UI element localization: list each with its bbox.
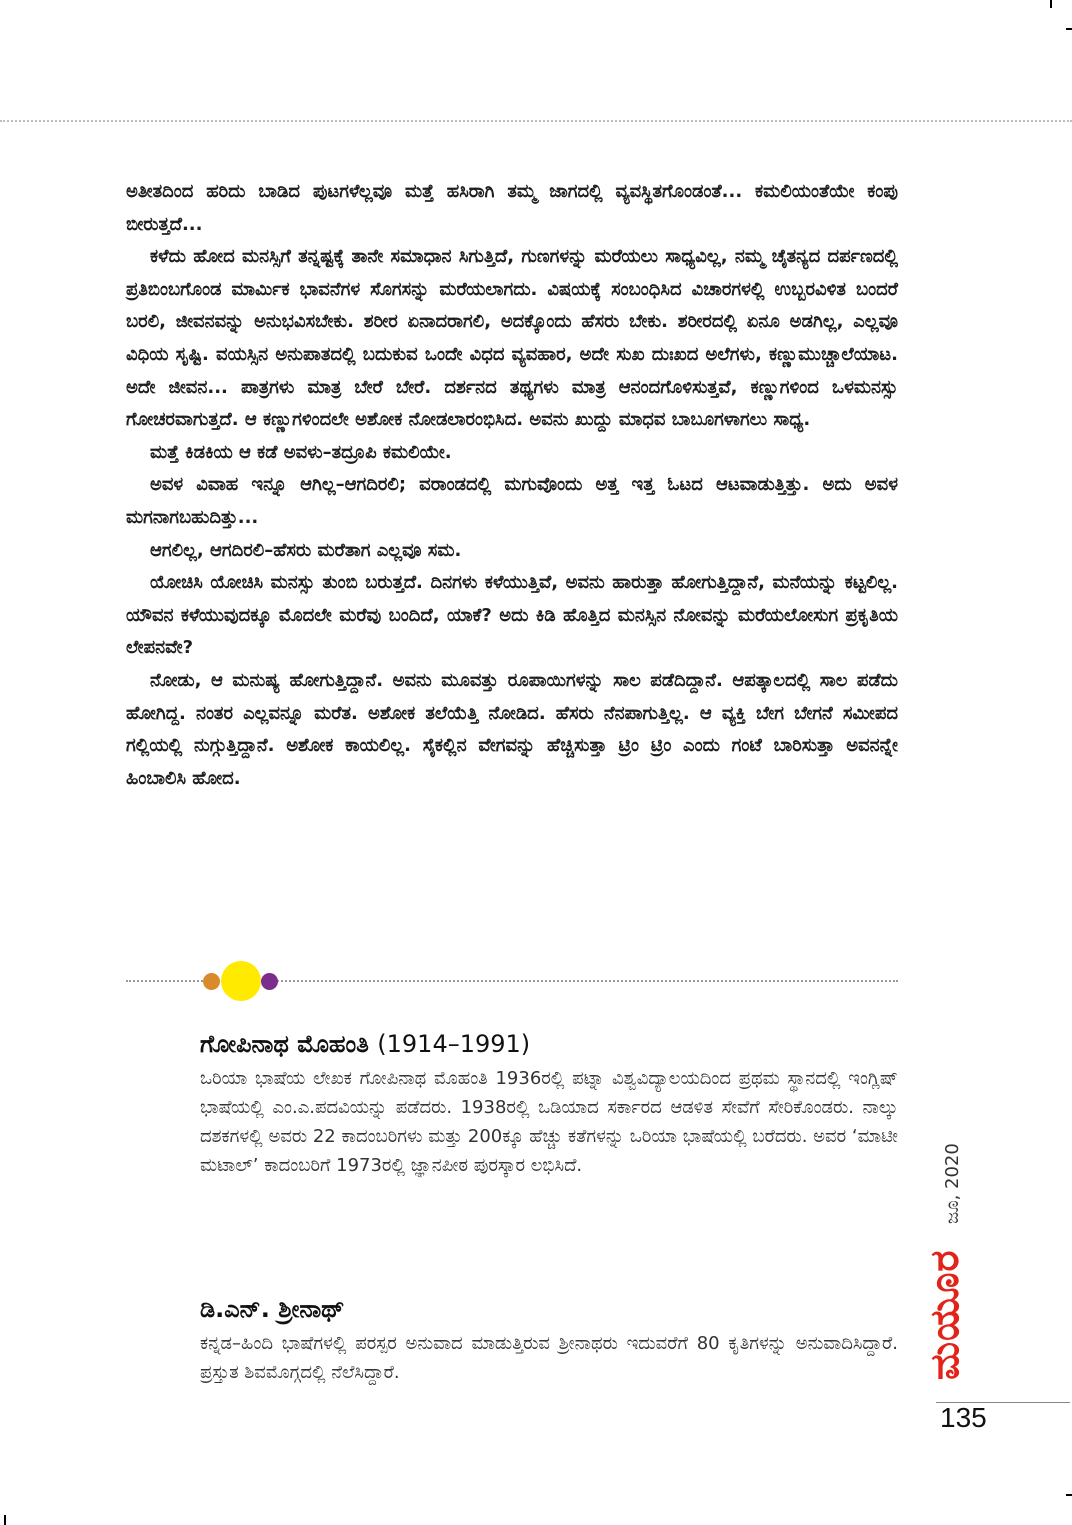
issue-date: ಜೂ, 2020: [942, 1143, 963, 1224]
paragraph: ಯೋಚಿಸಿ ಯೋಚಿಸಿ ಮನಸ್ಸು ತುಂಬಿ ಬರುತ್ತದೆ. ದಿನಗಳು ಕಳೆಯುತ್ತಿವೆ, ಅವನು ಹಾರುತ್ತಾ ಹೋಗುತ್ತಿದ್ದಾನೆ, ಮನೆಯನ್ನು ಕಟ್ಟಲಿಲ್ಲ. ಯೌವನ ಕಳೆಯುವುದಕ್ಕೂ ಮೊದಲೇ ಮರೆವು ಬಂದಿದೆ, ಯಾಕೆ? ಅದು ಕಿಡಿ ಹೊತ್ತಿದ ಮನಸ್ಸಿನ ನೋವನ್ನು ಮರೆಯಲೋಸುಗ ಪ್ರಕೃತಿಯ ಲೇಪನವೇ?: [126, 572, 898, 659]
divider-purple-dot: [261, 973, 278, 990]
divider-yellow-dot: [221, 961, 261, 1001]
author-name: [200, 1030, 898, 1058]
crop-mark-right-top: [1066, 28, 1072, 30]
author-name-text: ಗೋಪಿನಾಥ ಮೊಹಂತಿ: [200, 1030, 369, 1058]
paragraph: ಕಳೆದು ಹೋದ ಮನಸ್ಸಿಗೆ ತನ್ನಷ್ಟಕ್ಕೆ ತಾನೇ ಸಮಾಧಾನ ಸಿಗುತ್ತಿದೆ, ಗುಣಗಳನ್ನು ಮರೆಯಲು ಸಾಧ್ಯವಿಲ್ಲ, ನಮ್ಮ ಚೈತನ್ಯದ ದರ್ಪಣದಲ್ಲಿ ಪ್ರತಿಬಿಂಬಗೊಂಡ ಮಾರ್ಮಿಕ ಭಾವನೆಗಳ ಸೊಗಸನ್ನು ಮರೆಯಲಾಗದು. ವಿಷಯಕ್ಕೆ ಸಂಬಂಧಿಸಿದ ವಿಚಾರಗಳಲ್ಲಿ ಉಬ್ಬರವಿಳಿತ ಬಂದರೆ ಬರಲಿ, ಜೀವನವನ್ನು ಅನುಭವಿಸಬೇಕು. ಶರೀರ ಏನಾದರಾಗಲಿ, ಅದಕ್ಕೊಂದು ಹೆಸರು ಬೇಕು. ಶರೀರದಲ್ಲಿ ಏನೂ ಅಡಗಿಲ್ಲ, ಎಲ್ಲವೂ ವಿಧಿಯ ಸೃಷ್ಟಿ. ವಯಸ್ಸಿನ ಅನುಪಾತದಲ್ಲಿ ಬದುಕುವ ಒಂದೇ ವಿಧದ ವ್ಯವಹಾರ, ಅದೇ ಸುಖ ದುಃಖದ ಅಲೆಗಳು, ಕಣ್ಣುಮುಚ್ಚಾಲೆಯಾಟ. ಅದೇ ಜೀವನ... ಪಾತ್ರಗಳು ಮಾತ್ರ ಬೇರೆ ಬೇರೆ. ದರ್ಶನದ ತಥ್ಯಗಳು ಮಾತ್ರ ಆನಂದಗೊಳಿಸುತ್ತವೆ, ಕಣ್ಣುಗಳಿಂದ ಒಳಮನಸ್ಸು ಗೋಚರವಾಗುತ್ತದೆ. ಆ ಕಣ್ಣುಗಳಿಂದಲೇ ಅಶೋಕ ನೋಡಲಾರಂಭಿಸಿದ. ಅವನು ಖುದ್ದು ಮಾಧವ ಬಾಬೂಗಳಾಗಲು ಸಾಧ್ಯ.: [126, 246, 898, 431]
author-years: (1914–1991): [377, 1030, 531, 1058]
magazine-logo: ಮಯೂರ: [922, 1249, 968, 1380]
paragraph: ನೋಡು, ಆ ಮನುಷ್ಯ ಹೋಗುತ್ತಿದ್ದಾನೆ. ಅವನು ಮೂವತ್ತು ರೂಪಾಯಿಗಳನ್ನು ಸಾಲ ಪಡೆದಿದ್ದಾನೆ. ಆಪತ್ಕಾಲದಲ್ಲಿ ಸಾಲ ಪಡೆದು ಹೋಗಿದ್ದ. ನಂತರ ಎಲ್ಲವನ್ನೂ ಮರೆತ. ಅಶೋಕ ತಲೆಯೆತ್ತಿ ನೋಡಿದ. ಹೆಸರು ನೆನಪಾಗುತ್ತಿಲ್ಲ. ಆ ವ್ಯಕ್ತಿ ಬೇಗ ಬೇಗನೆ ಸಮೀಪದ ಗಲ್ಲಿಯಲ್ಲಿ ನುಗ್ಗುತ್ತಿದ್ದಾನೆ. ಅಶೋಕ ಕಾಯಲಿಲ್ಲ. ಸೈಕಲ್ಲಿನ ವೇಗವನ್ನು ಹೆಚ್ಚಿಸುತ್ತಾ ಟ್ರಿಂ ಟ್ರಿಂ ಎಂದು ಗಂಟೆ ಬಾರಿಸುತ್ತಾ ಅವನನ್ನೇ ಹಿಂಬಾಲಿಸಿ ಹೋದ.: [126, 669, 898, 789]
crop-mark-bottom-left: [4, 1515, 6, 1525]
paragraph: ಅವಳ ವಿವಾಹ ಇನ್ನೂ ಆಗಿಲ್ಲ–ಆಗದಿರಲಿ; ವರಾಂಡದಲ್ಲಿ ಮಗುವೊಂದು ಅತ್ತ ಇತ್ತ ಓಟದ ಆಟವಾಡುತ್ತಿತ್ತು. ಅದು ಅವಳ ಮಗನಾಗಬಹುದಿತ್ತು...: [126, 474, 898, 528]
crop-mark-top: [1050, 0, 1052, 8]
story-body: [126, 176, 898, 795]
section-divider: [126, 968, 898, 994]
author-bio-text: ಒರಿಯಾ ಭಾಷೆಯ ಲೇಖಕ ಗೋಪಿನಾಥ ಮೊಹಂತಿ 1936ರಲ್ಲಿ ಪಟ್ನಾ ವಿಶ್ವವಿದ್ಯಾಲಯದಿಂದ ಪ್ರಥಮ ಸ್ಥಾನದಲ್ಲಿ ಇಂಗ್ಲಿಷ್ ಭಾಷೆಯಲ್ಲಿ ಎಂ.ಎ.ಪದವಿಯನ್ನು ಪಡೆದರು. 1938ರಲ್ಲಿ ಒಡಿಯಾದ ಸರ್ಕಾರದ ಆಡಳಿತ ಸೇವೆಗೆ ಸೇರಿಕೊಂಡರು. ನಾಲ್ಕು ದಶಕಗಳಲ್ಲಿ ಅವರು 22 ಕಾದಂಬರಿಗಳು ಮತ್ತು 200ಕ್ಕೂ ಹೆಚ್ಚು ಕತೆಗಳನ್ನು ಒರಿಯಾ ಭಾಷೆಯಲ್ಲಿ ಬರೆದರು. ಅವರ ‘ಮಾಟೀ ಮಟಾಲ್’ ಕಾದಂಬರಿಗೆ 1973ರಲ್ಲಿ ಜ್ಞಾನಪೀಠ ಪುರಸ್ಕಾರ ಲಭಿಸಿದೆ.: [200, 1068, 898, 1176]
author-bio: [200, 1030, 898, 1180]
translator-bio-text: ಕನ್ನಡ–ಹಿಂದಿ ಭಾಷೆಗಳಲ್ಲಿ ಪರಸ್ಪರ ಅನುವಾದ ಮಾಡುತ್ತಿರುವ ಶ್ರೀನಾಥರು ಇದುವರೆಗೆ 80 ಕೃತಿಗಳನ್ನು ಅನುವಾದಿಸಿದ್ದಾರೆ. ಪ್ರಸ್ತುತ ಶಿವಮೊಗ್ಗದಲ್ಲಿ ನೆಲೆಸಿದ್ದಾರೆ.: [200, 1333, 898, 1383]
paragraph: ಅತೀತದಿಂದ ಹರಿದು ಬಾಡಿದ ಪುಟಗಳೆಲ್ಲವೂ ಮತ್ತೆ ಹಸಿರಾಗಿ ತಮ್ಮ ಜಾಗದಲ್ಲಿ ವ್ಯವಸ್ಥಿತಗೊಂಡಂತೆ... ಕಮಲಿಯಂತೆಯೇ ಕಂಪು ಬೀರುತ್ತದೆ...: [126, 181, 898, 235]
top-dotted-rule: [0, 120, 1072, 122]
divider-orange-dot: [203, 973, 220, 990]
translator-bio: [200, 1295, 898, 1387]
translator-name: ಡಿ.ಎನ್. ಶ್ರೀನಾಥ್: [200, 1295, 345, 1323]
page-number: 135: [940, 1402, 987, 1433]
paragraph: ಮತ್ತೆ ಕಿಡಕಿಯ ಆ ಕಡೆ ಅವಳು–ತದ್ರೂಪಿ ಕಮಲಿಯೇ.: [150, 441, 452, 463]
crop-mark-right-bottom: [1066, 1494, 1072, 1496]
paragraph: ಆಗಲಿಲ್ಲ, ಆಗದಿರಲಿ–ಹೆಸರು ಮರೆತಾಗ ಎಲ್ಲವೂ ಸಮ.: [150, 539, 462, 561]
